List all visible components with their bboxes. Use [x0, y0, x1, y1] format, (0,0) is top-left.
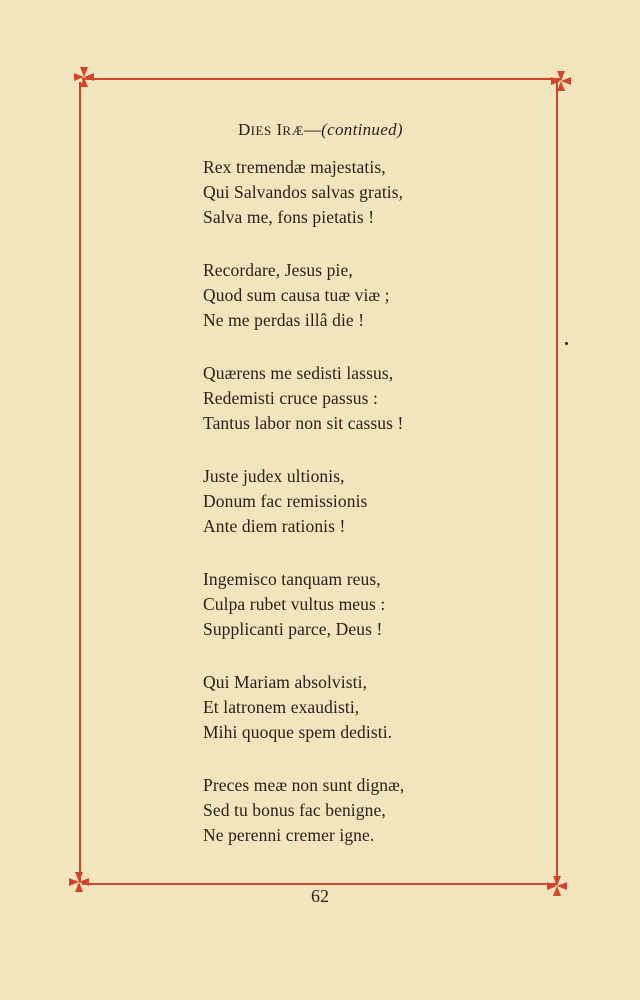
page-number: 62: [311, 886, 329, 906]
poem-line: Rex tremendæ majestatis,: [203, 157, 386, 177]
poem-line: Sed tu bonus fac benigne,: [203, 800, 386, 820]
heading-rest-2: RÆ: [282, 123, 304, 138]
heading-initial-2: I: [276, 120, 283, 139]
poem-line: Tantus labor non sit cassus !: [203, 413, 404, 433]
poem-line: Recordare, Jesus pie,: [203, 260, 353, 280]
heading-rest: IES: [250, 123, 272, 138]
stanza: [203, 258, 533, 333]
stanza: [203, 361, 533, 436]
heading-initial: D: [238, 120, 251, 139]
poem-line: Juste judex ultionis,: [203, 466, 345, 486]
maltese-cross-icon: [549, 69, 573, 93]
poem-line: Qui Salvandos salvas gratis,: [203, 182, 404, 202]
section-heading: [238, 120, 403, 140]
poem-line: Ne perenni cremer igne.: [203, 825, 375, 845]
maltese-cross-icon: [72, 65, 96, 89]
poem-line: Qui Mariam absolvisti,: [203, 672, 368, 692]
poem-line: Culpa rubet vultus meus :: [203, 594, 386, 614]
poem-line: Redemisti cruce passus :: [203, 388, 378, 408]
poem-body: [203, 155, 533, 876]
poem-line: Et latronem exaudisti,: [203, 697, 360, 717]
border-right: [556, 82, 558, 882]
poem-line: Mihi quoque spem dedisti.: [203, 722, 393, 742]
poem-line: Quod sum causa tuæ viæ ;: [203, 285, 390, 305]
poem-line: Donum fac remissionis: [203, 491, 368, 511]
stanza: [203, 670, 533, 745]
border-top: [82, 78, 562, 80]
poem-line: Ante diem rationis !: [203, 516, 346, 536]
poem-line: Salva me, fons pietatis !: [203, 207, 375, 227]
ink-speck: [565, 342, 568, 345]
stanza: [203, 464, 533, 539]
poem-line: Preces meæ non sunt dignæ,: [203, 775, 405, 795]
poem-line: Ne me perdas illâ die !: [203, 310, 365, 330]
stanza: [203, 567, 533, 642]
poem-line: Supplicanti parce, Deus !: [203, 619, 383, 639]
border-bottom: [82, 883, 558, 885]
stanza: [203, 773, 533, 848]
poem-line: Quærens me sedisti lassus,: [203, 363, 394, 383]
stanza: [203, 155, 533, 230]
poem-line: Ingemisco tanquam reus,: [203, 569, 381, 589]
heading-continued: (continued): [321, 120, 403, 139]
heading-dash: —: [303, 120, 322, 139]
border-left: [79, 82, 81, 882]
